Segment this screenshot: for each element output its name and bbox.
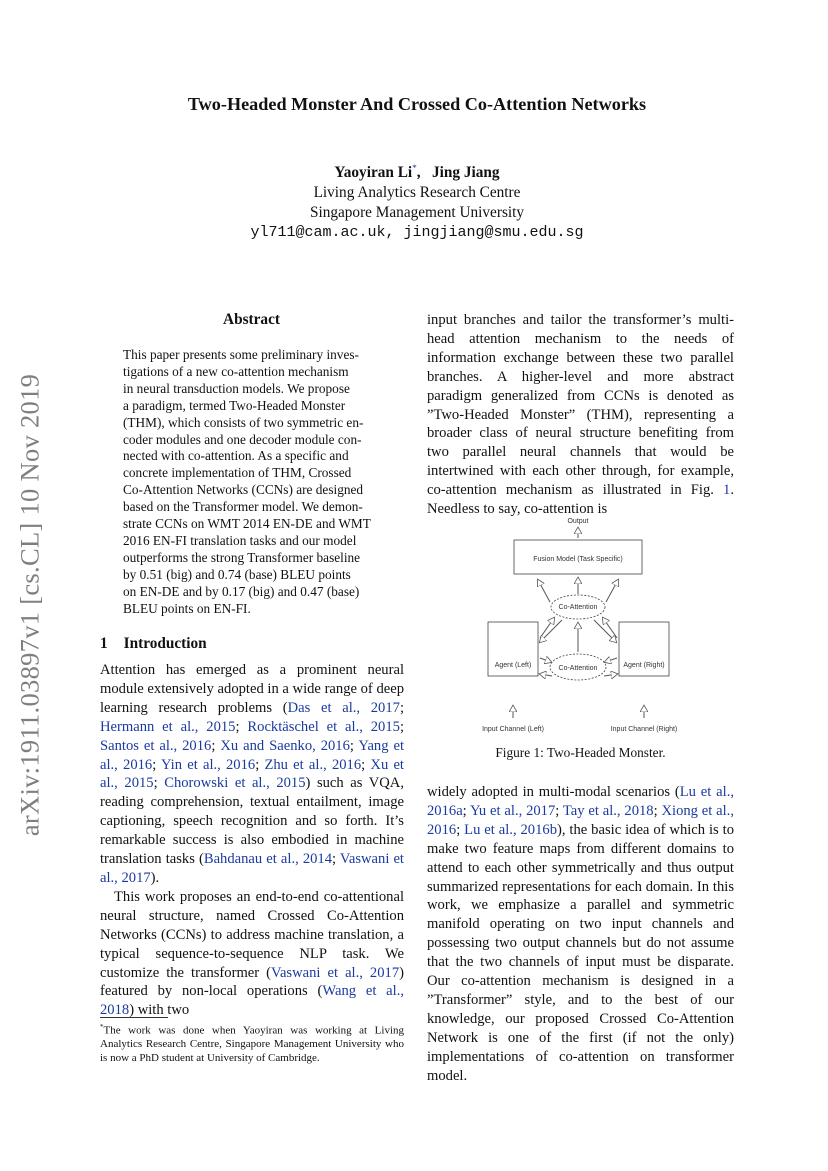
affiliation-2: Singapore Management University (309, 204, 525, 222)
citation-link[interactable]: Bahdanau et al., 2014 (203, 851, 333, 868)
abstract-line: BLEU points on EN-FI. (123, 600, 251, 616)
flow-arrow (606, 580, 618, 602)
co-attention-mid-label: Co-Attention (558, 665, 598, 672)
right-column-text-bottom (427, 783, 734, 1086)
paragraph: input branches and tailor the transformer’s multi-head attention mechanism to the needs of information exchange between these two parallel branches. A higher-level and more abstract paradigm generalized from CCNs is denoted as ”Two-Headed Monster” (THM), representing a broader class of neural structure benefiting from two parallel neural channels that would be intertwined with each other through, for example, co-attention mechanism as illustrated in Fig. 1. Needless to say, co-attention is (427, 312, 734, 518)
abstract-line: tigations of a new co-attention mechanism (123, 363, 349, 379)
citation-link[interactable]: Yang et al., 2016 (100, 737, 405, 773)
abstract-line: strate CCNs on WMT 2014 EN-DE and WMT (123, 516, 371, 532)
paragraph: widely adopted in multi-modal scenarios (Lu et al., 2016a; Yu et al., 2017; Tay et al., 2018; Xiong et al., 2016; Lu et al., 2016b), the basic idea of which is to make two feature maps from different domains to attend to each other symmetrically and thus output summarized representations for each domain. In this work, we emphasize a parallel and symmetric manifold operating on two input channels and possessing two output channels but do not assume that the two channels of input must be disparate. Our co-attention mechanism is designed in a ”Transformer” style, and to the best of our knowledge, our proposed Crossed Co-Attention Network is one of the first (if not the only) implementations of co-attention on transformer model. (427, 784, 734, 1084)
footnote (100, 1021, 404, 1065)
fusion-model-label: Fusion Model (Task Specific) (533, 556, 623, 563)
section-number: 1 (100, 635, 108, 652)
citation-link[interactable]: Lu et al., 2016a (427, 784, 734, 819)
author-1: Yaoyiran Li (334, 164, 413, 182)
citation-link[interactable]: Lu et al., 2016b (464, 821, 557, 838)
flow-arrow (540, 620, 562, 642)
intro-body (100, 661, 404, 1020)
abstract-line: This paper presents some preliminary inves- (123, 347, 359, 362)
flow-arrow (605, 658, 617, 662)
co-attention-top-label: Co-Attention (558, 604, 598, 611)
agent-right-label: Agent (Right) (623, 662, 665, 669)
abstract-text (123, 347, 381, 618)
footnote-mark: * (100, 1023, 104, 1031)
affiliation-1: Living Analytics Research Centre (313, 184, 521, 202)
figure-caption: Figure 1: Two-Headed Monster. (495, 745, 666, 760)
arxiv-sidebar (2, 360, 58, 850)
flow-arrow (538, 580, 550, 602)
citation-link[interactable]: Yin et al., 2016 (160, 756, 256, 773)
abstract-line: 2016 EN-FI translation tasks and our model (123, 532, 357, 548)
flow-arrow (540, 658, 551, 662)
intro-paragraph-1: Attention has emerged as a prominent neural module extensively adopted in a wide range of deep learning research problems (Das et al., 2017; Hermann et al., 2015; Rocktäschel et al., 2015; Santos et al., 2016; Xu and Saenko, 2016; Yang et al., 2016; Yin et al., 2016; Zhu et al., 2016; Xu et al., 2015; Chorowski et al., 2015) such as VQA, reading comprehension, textual entailment, image captioning, speech recognition and so forth. It’s remarkable success is also embodied in machine translation tasks (Bahdanau et al., 2014; Vaswani et al., 2017). (100, 662, 405, 886)
author-names: Yaoyiran Li*, Jing Jiang (334, 163, 500, 182)
flow-arrow (604, 674, 617, 676)
citation-link[interactable]: Xiong et al., 2016 (427, 802, 734, 838)
input-left-label: Input Channel (Left) (482, 726, 544, 733)
abstract-line: in neural transduction models. We propose (123, 380, 350, 396)
citation-link[interactable]: Hermann et al., 2015 (100, 718, 236, 735)
abstract-line: by 0.51 (big) and 0.74 (base) BLEU points (123, 566, 351, 582)
citation-link[interactable]: Tay et al., 2018 (562, 802, 654, 819)
citation-link[interactable]: Vaswani et al., 2017 (100, 851, 404, 886)
author-block (100, 158, 734, 243)
citation-link[interactable]: Xu et al., 2015 (100, 756, 404, 792)
citation-link[interactable]: Xu and Saenko, 2016 (220, 737, 350, 754)
citation-link[interactable]: Yu et al., 2017 (470, 802, 556, 819)
section-title: Introduction (123, 635, 207, 652)
abstract-line: a paradigm, termed Two-Headed Monster (123, 397, 346, 413)
intro-paragraph-2: This work proposes an end-to-end co-attentional neural structure, named Crossed Co-Attention Networks (CCNs) to address machine translation, a typical sequence-to-sequence NLP task. We customize the transformer (Vaswani et al., 2017) featured by non-local operations (Wang et al., 2018) with two (100, 888, 404, 1019)
paper-title: Two-Headed Monster And Crossed Co-Attention Networks (187, 94, 647, 114)
citation-link[interactable]: Rocktäschel et al., 2015 (247, 718, 400, 735)
abstract-line: outperforms the strong Transformer baseline (123, 549, 361, 565)
arxiv-identifier: arXiv:1911.03897v1 [cs.CL] 10 Nov 2019 (14, 373, 45, 837)
input-right-label: Input Channel (Right) (610, 726, 678, 733)
citation-link[interactable]: Wang et al., 2018 (100, 983, 404, 1019)
citation-link[interactable]: Vaswani et al., 2017 (271, 964, 400, 981)
author-emails: yl711@cam.ac.uk, jingjiang@smu.edu.sg (250, 224, 584, 242)
right-column-text-top (427, 311, 734, 519)
author-1-footnote-mark[interactable]: * (412, 163, 417, 173)
flow-arrow (603, 618, 617, 638)
abstract-line: based on the Transformer model. We demon- (123, 499, 363, 515)
section-heading (100, 635, 207, 653)
abstract-line: Co-Attention Networks (CCNs) are designed (123, 482, 364, 498)
citation-link[interactable]: Chorowski et al., 2015 (164, 775, 306, 792)
footnote-text: The work was done when Yaoyiran was working at Living Analytics Research Centre, Singapore Management University who is now a PhD student at University of Cambridge. (100, 1024, 404, 1064)
citation-link[interactable]: Das et al., 2017 (287, 699, 400, 716)
flow-arrow (540, 674, 552, 676)
abstract-line: (THM), which consists of two symmetric en- (123, 414, 364, 430)
citation-link[interactable]: Santos et al., 2016 (100, 737, 212, 754)
abstract-line: coder modules and one decoder module con- (123, 431, 362, 447)
abstract-line: nected with co-attention. As a specific and (123, 448, 349, 464)
citation-link[interactable]: Zhu et al., 2016 (264, 756, 362, 773)
author-2: Jing Jiang (431, 164, 500, 182)
agent-left-label: Agent (Left) (494, 662, 532, 669)
output-label: Output (567, 518, 589, 525)
figure-reference-link[interactable]: 1 (723, 482, 731, 499)
footnote-rule (100, 1017, 168, 1018)
figure-1-diagram (470, 512, 700, 737)
abstract-line: on EN-DE and by 0.17 (big) and 0.47 (base) (123, 583, 360, 599)
abstract-line: concrete implementation of THM, Crossed (123, 465, 352, 481)
abstract-heading: Abstract (223, 311, 280, 328)
